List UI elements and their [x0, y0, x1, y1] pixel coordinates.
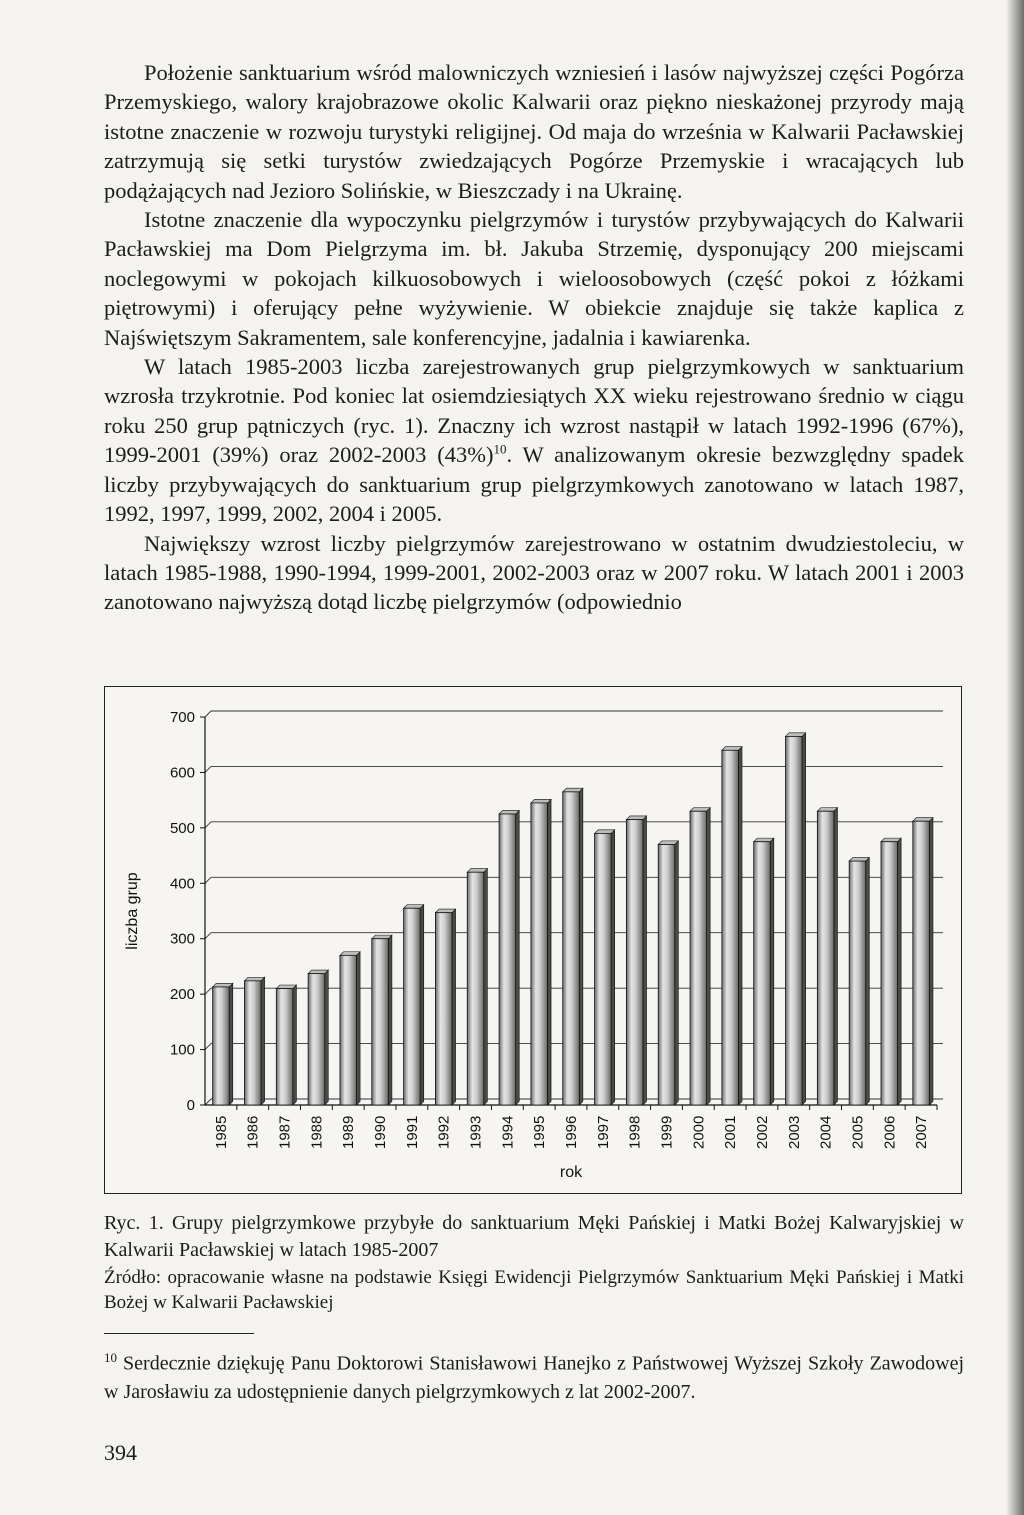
gridline-depth	[205, 1099, 211, 1105]
paragraph: Położenie sanktuarium wśród malowniczych wzniesień i lasów najwyższej części Pogórza Przemyskiego, walory krajobrazowe okolic Kalwarii oraz piękno nieskażonej przyrody mają istotne znaczenie w rozwoju turystyki religijnej. Od maja do września w Kalwarii Pacławskiej zatrzymują się setki turystów zwiedzających Pogórze Przemyskie i wracających lub podążających nad Jezioro Solińskie, w Bieszczady i na Ukrainę.	[104, 60, 964, 203]
bar-top	[626, 816, 646, 820]
bar-top	[531, 799, 551, 803]
bar-side	[707, 808, 711, 1105]
bar-top	[213, 983, 233, 987]
y-tick-label: 0	[186, 1097, 195, 1114]
x-axis-label: rok	[559, 1164, 583, 1181]
gridline-depth	[205, 877, 211, 883]
gridline-depth	[205, 1044, 211, 1050]
bar-side	[611, 830, 615, 1105]
gridline-depth	[205, 988, 211, 994]
bar	[435, 913, 452, 1105]
y-tick-label: 600	[169, 764, 195, 782]
page-edge-shadow	[1006, 0, 1024, 1515]
bar	[658, 844, 675, 1105]
gridline-depth	[205, 822, 211, 828]
figure-frame	[104, 686, 962, 1194]
bar-top	[340, 952, 360, 956]
bar-side	[738, 747, 742, 1105]
bar-top	[913, 818, 933, 822]
bar-top	[786, 733, 806, 737]
bar	[467, 872, 484, 1105]
bar-side	[325, 970, 329, 1105]
bar-side	[579, 788, 583, 1105]
figure-source: Źródło: opracowanie własne na podstawie Księgi Ewidencji Pielgrzymów Sanktuarium Męki Pańskiej i Matki Bożej w Kalwarii Pacławskiej	[104, 1267, 964, 1313]
footnote-text: Serdecznie dziękuję Panu Doktorowi Stanisławowi Hanejko z Państwowej Wyższej Szkoły Zawodowej w Jarosławiu za udostępnienie danych pielgrzymkowych z lat 2002-2007.	[104, 1352, 964, 1403]
bar-top	[308, 970, 328, 974]
bar-top	[372, 935, 392, 939]
gridline-depth	[205, 711, 211, 717]
bar-side	[898, 838, 902, 1105]
bar-side	[547, 799, 551, 1105]
x-tick-label: 1993	[467, 1115, 485, 1149]
bar-top	[658, 841, 678, 845]
bar-side	[229, 983, 233, 1105]
bar	[404, 908, 421, 1105]
x-tick-label: 1987	[276, 1115, 294, 1149]
bar-top	[690, 808, 710, 812]
bar-side	[770, 838, 774, 1105]
bar-side	[293, 985, 297, 1105]
bar	[913, 821, 930, 1105]
body-text	[104, 58, 964, 617]
x-tick-label: 2005	[849, 1115, 867, 1149]
x-tick-label: 1997	[594, 1115, 612, 1149]
bar	[340, 955, 357, 1105]
bar	[244, 981, 261, 1105]
bar-top	[404, 905, 424, 909]
bar	[595, 833, 612, 1105]
paragraph: Największy wzrost liczby pielgrzymów zarejestrowano w ostatnim dwudziestoleciu, w latach 1985-1988, 1990-1994, 1999-2001, 2002-2003 oraz w 2007 roku. W latach 2001 i 2003 zanotowano najwyższą dotąd liczbę pielgrzymów (odpowiednio	[104, 530, 964, 615]
bar-side	[866, 858, 870, 1105]
bar-side	[802, 733, 806, 1105]
x-tick-label: 1994	[499, 1115, 517, 1149]
bar-top	[276, 985, 296, 989]
y-axis-label: liczba grup	[124, 872, 141, 950]
bar-top	[881, 838, 901, 842]
bar-top	[849, 858, 869, 862]
y-tick-label: 100	[169, 1041, 195, 1059]
bar	[563, 792, 580, 1105]
x-tick-label: 1991	[403, 1115, 421, 1149]
bar	[690, 811, 707, 1105]
x-tick-label: 1990	[372, 1115, 390, 1149]
y-tick-label: 400	[169, 875, 195, 893]
x-tick-label: 2002	[753, 1115, 771, 1149]
x-tick-label: 1988	[308, 1115, 326, 1149]
y-tick-label: 700	[169, 709, 195, 726]
bar-top	[467, 869, 487, 873]
bar-top	[435, 909, 455, 913]
y-tick-label: 300	[169, 930, 195, 948]
x-tick-label: 1986	[244, 1115, 262, 1149]
x-tick-label: 2004	[817, 1115, 835, 1149]
bar	[276, 989, 293, 1105]
footnote-number: 10	[104, 1350, 117, 1365]
bar-chart	[105, 687, 961, 1193]
y-tick-label: 500	[169, 819, 195, 837]
bar-side	[452, 909, 456, 1105]
bar	[213, 987, 230, 1105]
footnote-divider	[104, 1333, 254, 1334]
bar-side	[929, 818, 933, 1105]
bar-top	[563, 788, 583, 792]
page-number: 394	[104, 1440, 137, 1465]
bar-top	[817, 808, 837, 812]
bar-side	[388, 935, 392, 1105]
bar-top	[499, 810, 519, 814]
y-tick-label: 200	[169, 986, 195, 1004]
bar	[881, 842, 898, 1105]
gridline-depth	[205, 766, 211, 772]
bar-side	[834, 808, 838, 1105]
bar-top	[595, 830, 615, 834]
footnote-reference[interactable]: 10	[493, 441, 507, 457]
bar-side	[356, 952, 360, 1105]
x-tick-label: 1999	[658, 1115, 676, 1149]
x-tick-label: 1989	[340, 1115, 358, 1149]
bar-top	[754, 838, 774, 842]
x-tick-label: 2007	[913, 1115, 931, 1149]
bar	[786, 736, 803, 1105]
bar-side	[261, 977, 265, 1105]
bar-side	[484, 869, 488, 1105]
footnote	[104, 1344, 964, 1406]
x-tick-label: 2006	[881, 1115, 899, 1149]
paragraph-text: . W analizowanym okresie bezwzględny spadek liczby przybywających do sanktuarium grup pielgrzymkowych zanotowano w latach 1987, 1992, 1997, 1999, 2002, 2004 i 2005.	[104, 442, 964, 527]
bar-side	[420, 905, 424, 1105]
paragraph	[104, 352, 964, 528]
bar-top	[244, 977, 264, 981]
bar	[722, 750, 739, 1105]
bar-top	[722, 747, 742, 751]
bar	[499, 814, 516, 1105]
x-tick-label: 1985	[212, 1115, 230, 1149]
bar-side	[675, 841, 679, 1105]
x-tick-label: 2000	[690, 1115, 708, 1149]
bar	[372, 939, 389, 1105]
bar-side	[643, 816, 647, 1105]
paragraph-text: W latach 1985-2003 liczba zarejestrowanych grup pielgrzymkowych w sanktuarium wzrosła trzykrotnie. Pod koniec lat osiemdziesiątych XX wieku rejestrowano średnio w ciągu roku 250 grup pątniczych (ryc. 1). Znaczny ich wzrost nastąpił w latach 1992-1996 (67%), 1999-2001 (39%) oraz 2002-2003 (43%)	[104, 354, 964, 468]
paragraph: Istotne znaczenie dla wypoczynku pielgrzymów i turystów przybywających do Kalwarii Pacławskiej ma Dom Pielgrzyma im. bł. Jakuba Strzemię, dysponujący 200 miejscami noclegowymi w pokojach kilkuosobowych i wieloosobowych (część pokoi z łóżkami piętrowymi) i oferujący pełne wyżywienie. W obiekcie znajduje się także kaplica z Najświętszym Sakramentem, sale konferencyjne, jadalnia i kawiarenka.	[104, 207, 964, 350]
bar	[308, 974, 325, 1105]
x-tick-label: 2003	[785, 1115, 803, 1149]
gridline-depth	[205, 933, 211, 939]
bar	[817, 811, 834, 1105]
x-tick-label: 1996	[563, 1115, 580, 1149]
x-tick-label: 1992	[435, 1115, 453, 1149]
bar-side	[516, 810, 520, 1105]
x-tick-label: 1998	[626, 1115, 644, 1149]
x-tick-label: 1995	[531, 1115, 549, 1149]
bar	[754, 842, 771, 1105]
figure-caption: Ryc. 1. Grupy pielgrzymkowe przybyłe do sanktuarium Męki Pańskiej i Matki Bożej Kalwaryjskiej w Kalwarii Pacławskiej w latach 1985-2007	[104, 1212, 964, 1261]
bar	[531, 803, 548, 1105]
x-tick-label: 2001	[722, 1115, 740, 1149]
bar	[849, 861, 866, 1105]
bar	[626, 820, 643, 1105]
